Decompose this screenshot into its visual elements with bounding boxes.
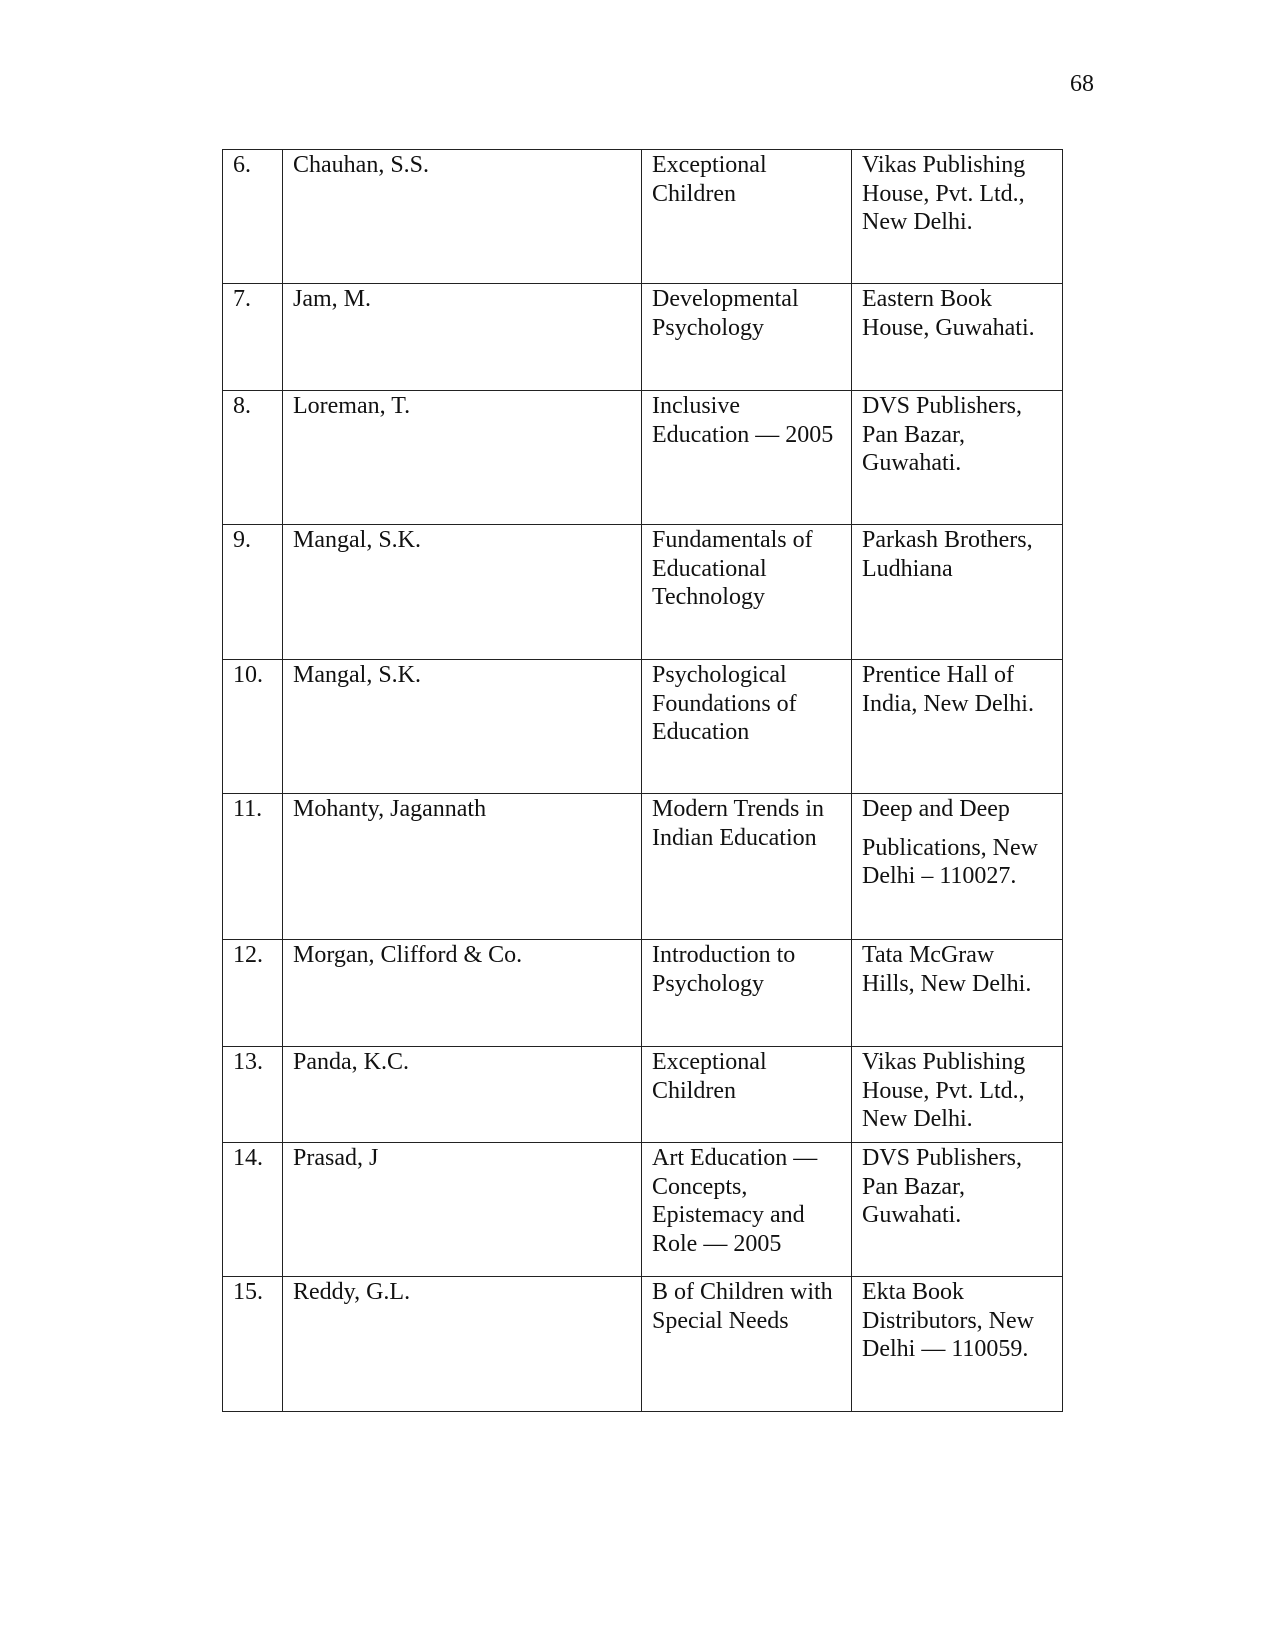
- author: Chauhan, S.S.: [283, 150, 642, 284]
- row-number: 11.: [223, 794, 283, 940]
- author: Mangal, S.K.: [283, 525, 642, 660]
- publisher-line-2: Publications, New Delhi – 110027.: [862, 834, 1038, 889]
- publisher: Prentice Hall of India, New Delhi.: [852, 660, 1063, 794]
- publisher: DVS Publishers, Pan Bazar, Guwahati.: [852, 391, 1063, 525]
- table-row: [223, 525, 1063, 660]
- row-number: 6.: [223, 150, 283, 284]
- book-title: Art Education — Concepts, Epistemacy and Role — 2005: [642, 1143, 852, 1277]
- book-title: Exceptional Children: [642, 150, 852, 284]
- book-title: Fundamentals of Educational Technology: [642, 525, 852, 660]
- row-number: 9.: [223, 525, 283, 660]
- author: Morgan, Clifford & Co.: [283, 940, 642, 1047]
- table-row: [223, 1277, 1063, 1412]
- publisher: Parkash Brothers, Ludhiana: [852, 525, 1063, 660]
- row-number: 12.: [223, 940, 283, 1047]
- author: Mohanty, Jagannath: [283, 794, 642, 940]
- book-title: Introduction to Psychology: [642, 940, 852, 1047]
- publisher: Vikas Publishing House, Pvt. Ltd., New Delhi.: [852, 150, 1063, 284]
- author: Jam, M.: [283, 284, 642, 391]
- table-row: [223, 1143, 1063, 1277]
- row-number: 15.: [223, 1277, 283, 1412]
- table-row: [223, 391, 1063, 525]
- book-title: Modern Trends in Indian Education: [642, 794, 852, 940]
- author: Reddy, G.L.: [283, 1277, 642, 1412]
- table-row: [223, 1047, 1063, 1143]
- row-number: 13.: [223, 1047, 283, 1143]
- row-number: 8.: [223, 391, 283, 525]
- publisher: DVS Publishers, Pan Bazar, Guwahati.: [852, 1143, 1063, 1277]
- table-row: [223, 794, 1063, 940]
- table-row: [223, 940, 1063, 1047]
- publisher: Eastern Book House, Guwahati.: [852, 284, 1063, 391]
- publisher: Tata McGraw Hills, New Delhi.: [852, 940, 1063, 1047]
- publisher: Ekta Book Distributors, New Delhi — 110059.: [852, 1277, 1063, 1412]
- bibliography-table: [222, 149, 1063, 1412]
- row-number: 10.: [223, 660, 283, 794]
- page-number: 68: [1070, 71, 1094, 97]
- row-number: 14.: [223, 1143, 283, 1277]
- book-title: Exceptional Children: [642, 1047, 852, 1143]
- publisher-line-1: Deep and Deep: [862, 796, 1010, 822]
- book-title: Developmental Psychology: [642, 284, 852, 391]
- row-number: 7.: [223, 284, 283, 391]
- table-row: [223, 284, 1063, 391]
- author: Mangal, S.K.: [283, 660, 642, 794]
- author: Prasad, J: [283, 1143, 642, 1277]
- table-row: [223, 150, 1063, 284]
- book-title: Inclusive Education — 2005: [642, 391, 852, 525]
- table-row: [223, 660, 1063, 794]
- book-title: Psychological Foundations of Education: [642, 660, 852, 794]
- author: Loreman, T.: [283, 391, 642, 525]
- publisher: Vikas Publishing House, Pvt. Ltd., New Delhi.: [852, 1047, 1063, 1143]
- publisher: [852, 794, 1063, 940]
- author: Panda, K.C.: [283, 1047, 642, 1143]
- book-title: B of Children with Special Needs: [642, 1277, 852, 1412]
